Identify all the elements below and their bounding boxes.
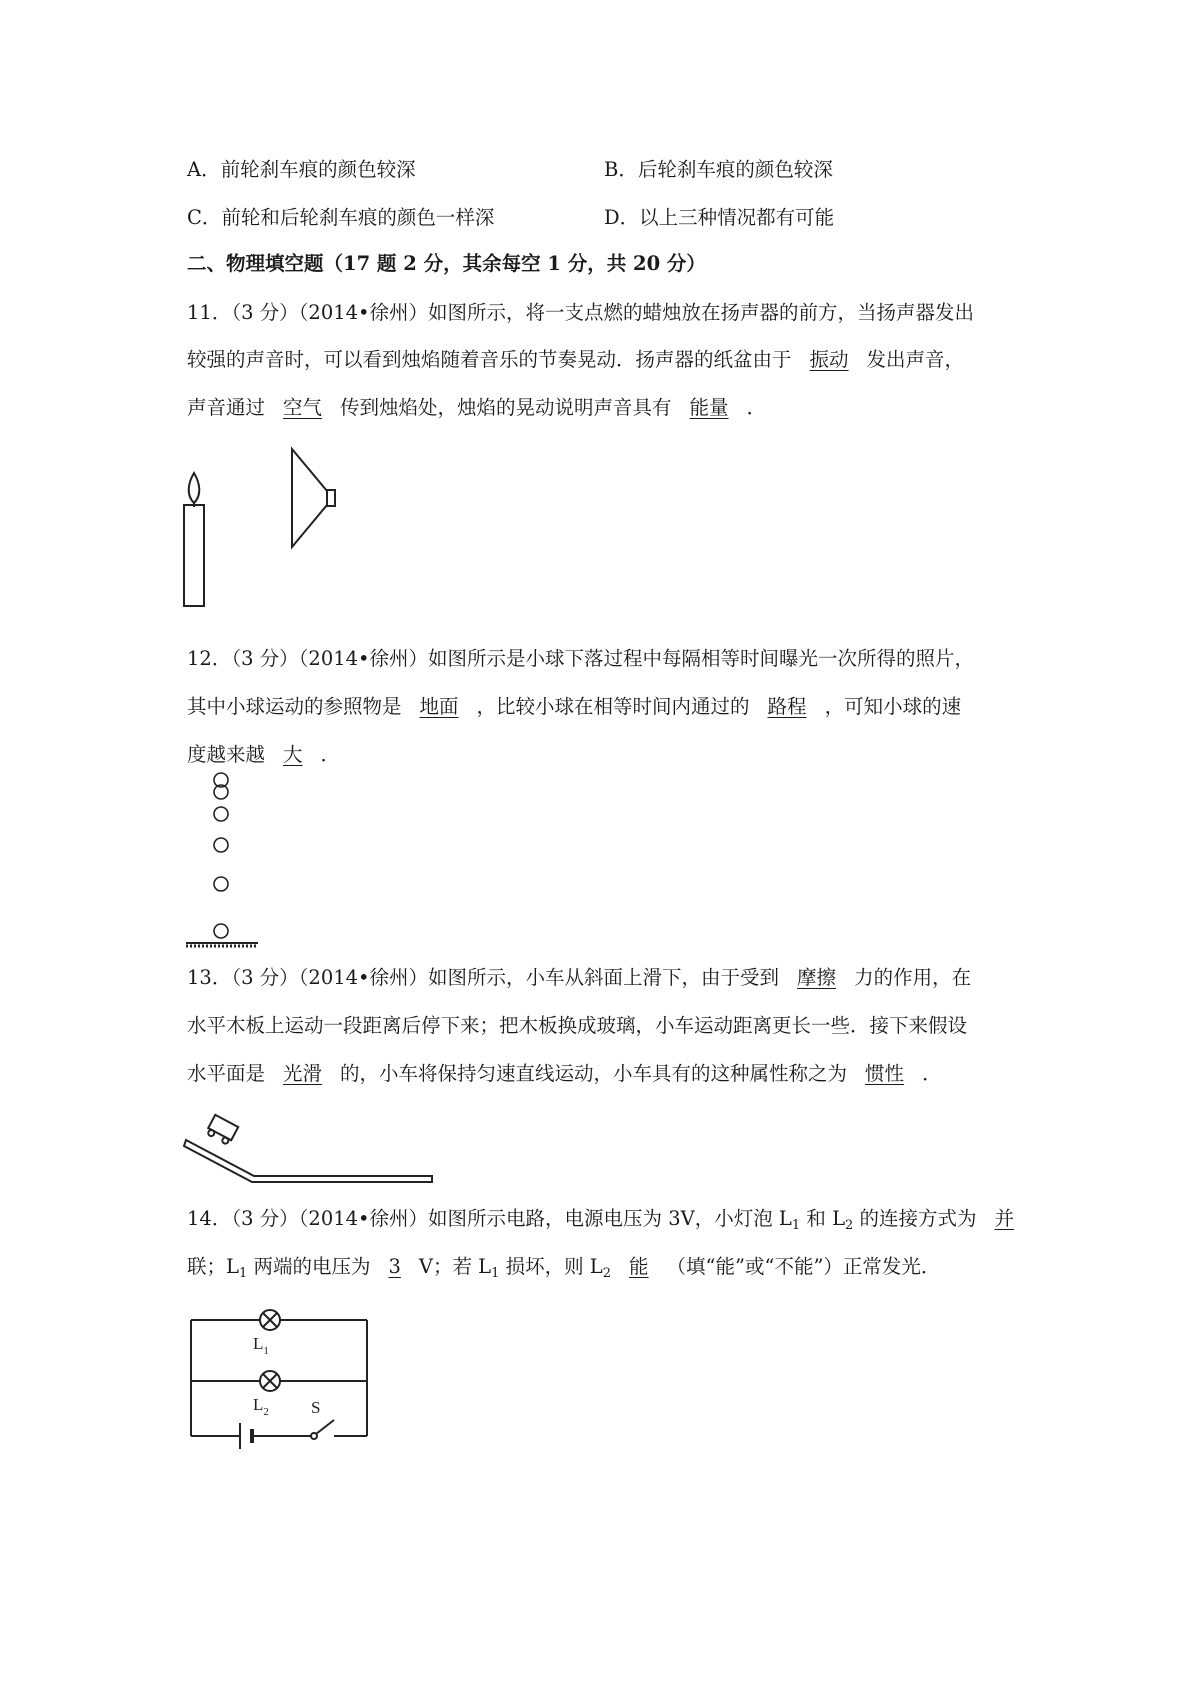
ramp: [184, 1140, 432, 1182]
l1-label: $L_1$: [253, 1334, 269, 1357]
option-c: C．前轮和后轮刹车痕的颜色一样深: [187, 206, 495, 229]
q12-line3: 度越来越 大 ．: [187, 743, 341, 766]
q13-answer-3: 惯性: [865, 1062, 905, 1085]
switch-icon: [311, 1420, 334, 1439]
q11-line2: 较强的声音时，可以看到烛焰随着音乐的节奏晃动．扬声器的纸盆由于 振动 发出声音，: [187, 348, 965, 371]
q12-answer-1: 地面: [419, 695, 459, 718]
ball-position: [214, 838, 228, 852]
switch-label: S: [311, 1398, 321, 1417]
candle-icon: [184, 473, 204, 606]
l2-label: $L_2$: [253, 1395, 269, 1418]
lamp-l2-icon: [260, 1371, 280, 1391]
q13-answer-1: 摩擦: [797, 966, 837, 989]
option-d: D．以上三种情况都有可能: [604, 206, 835, 229]
ball-position: [214, 877, 228, 891]
battery-icon: [240, 1423, 252, 1449]
lamp-l1-icon: [260, 1310, 280, 1330]
falling-ball-figure: [180, 770, 270, 950]
option-a: A．前轮刹车痕的颜色较深: [187, 158, 416, 181]
q11-answer-2: 空气: [283, 396, 323, 419]
q13-line2: 水平木板上运动一段距离后停下来；把木板换成玻璃，小车运动距离更长一些．接下来假设: [187, 1014, 968, 1037]
q12-answer-3: 大: [283, 743, 303, 766]
q14-answer-3: 能: [629, 1255, 649, 1278]
option-b: B．后轮刹车痕的颜色较深: [604, 158, 833, 181]
q12-line2: 其中小球运动的参照物是 地面 ，比较小球在相等时间内通过的 路程 ，可知小球的速: [187, 695, 962, 718]
q11-line3: 声音通过 空气 传到烛焰处，烛焰的晃动说明声音具有 能量 ．: [187, 396, 767, 419]
q14-answer-1: 并: [994, 1207, 1015, 1230]
section-heading: 二、物理填空题（17 题 2 分，其余每空 1 分，共 20 分）: [187, 252, 706, 275]
q12-answer-2: 路程: [767, 695, 807, 718]
q13-line3: 水平面是 光滑 的，小车将保持匀速直线运动，小车具有的这种属性称之为 惯性 ．: [187, 1062, 942, 1085]
q14-answer-2: 3: [388, 1255, 401, 1278]
q14-line2: 联；$L_1$ 两端的电压为 3 V；若 $L_1$ 损坏，则 $L_2$ 能 （填“能”或“不能”）正常发光．: [187, 1255, 941, 1281]
q11-line1: 11．（3 分）（2014•徐州）如图所示，将一支点燃的蜡烛放在扬声器的前方，当扬声器发出: [187, 301, 975, 324]
ball-position: [214, 924, 228, 938]
q13-line1: 13．（3 分）（2014•徐州）如图所示，小车从斜面上滑下，由于受到 摩擦 力的作用，在: [187, 966, 972, 989]
q11-answer-1: 振动: [809, 348, 849, 371]
circuit-figure: [180, 1300, 380, 1450]
ground-line: [186, 943, 258, 946]
loudspeaker-icon: [292, 449, 335, 547]
candle-speaker-figure: [180, 445, 350, 610]
q14-line1: 14．（3 分）（2014•徐州）如图所示电路，电源电压为 3V，小灯泡 $L_1$ 和 $L_2$ 的连接方式为 并: [187, 1205, 1032, 1233]
q11-answer-3: 能量: [689, 396, 729, 419]
cart-icon: [205, 1115, 238, 1146]
cart-ramp-figure: [180, 1100, 440, 1185]
q12-line1: 12．（3 分）（2014•徐州）如图所示是小球下落过程中每隔相等时间曝光一次所得的照片，: [187, 647, 975, 670]
q13-answer-2: 光滑: [283, 1062, 323, 1085]
ball-position: [214, 807, 228, 821]
